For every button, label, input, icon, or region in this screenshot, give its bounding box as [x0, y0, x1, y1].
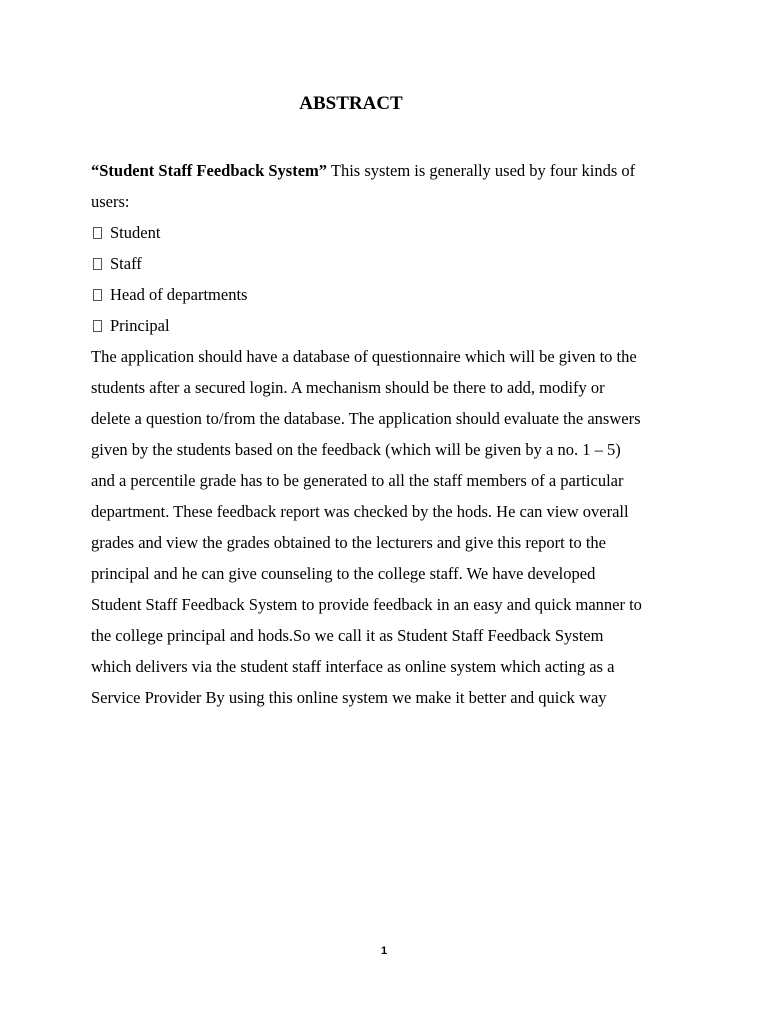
- user-label: Staff: [110, 254, 142, 273]
- missing-glyph-box-icon: [93, 227, 102, 239]
- paragraph-line: students after a secured login. A mechanism should be there to add, modify or: [91, 378, 605, 397]
- paragraph-line: The application should have a database of questionnaire which will be given to the: [91, 347, 637, 366]
- paragraph-line: Student Staff Feedback System to provide feedback in an easy and quick manner to: [91, 595, 642, 614]
- abstract-body: [91, 155, 691, 713]
- user-list-item: [91, 248, 691, 279]
- user-list-item: [91, 310, 691, 341]
- intro-line: [91, 155, 691, 186]
- paragraph-line: and a percentile grade has to be generated to all the staff members of a particular: [91, 471, 624, 490]
- intro-continuation: users:: [91, 192, 130, 211]
- paragraph-line: grades and view the grades obtained to the lecturers and give this report to the: [91, 533, 606, 552]
- paragraph-line: which delivers via the student staff interface as online system which acting as a: [91, 657, 615, 676]
- user-label: Head of departments: [110, 285, 248, 304]
- user-label: Principal: [110, 316, 170, 335]
- user-list-item: [91, 217, 691, 248]
- missing-glyph-box-icon: [93, 320, 102, 332]
- paragraph-line: delete a question to/from the database. The application should evaluate the answers: [91, 409, 641, 428]
- system-name: “Student Staff Feedback System”: [91, 161, 328, 180]
- paragraph-line: given by the students based on the feedback (which will be given by a no. 1 – 5): [91, 440, 621, 459]
- missing-glyph-box-icon: [93, 258, 102, 270]
- paragraph-line: department. These feedback report was checked by the hods. He can view overall: [91, 502, 629, 521]
- page-number: 1: [380, 945, 388, 957]
- abstract-heading: ABSTRACT: [299, 93, 403, 114]
- paragraph-line: the college principal and hods.So we call it as Student Staff Feedback System: [91, 626, 604, 645]
- intro-text: This system is generally used by four kinds of: [327, 161, 636, 180]
- missing-glyph-box-icon: [93, 289, 102, 301]
- paragraph-line: principal and he can give counseling to the college staff. We have developed: [91, 564, 596, 583]
- paragraph-line: Service Provider By using this online system we make it better and quick way: [91, 688, 607, 707]
- user-list-item: [91, 279, 691, 310]
- user-label: Student: [110, 223, 161, 242]
